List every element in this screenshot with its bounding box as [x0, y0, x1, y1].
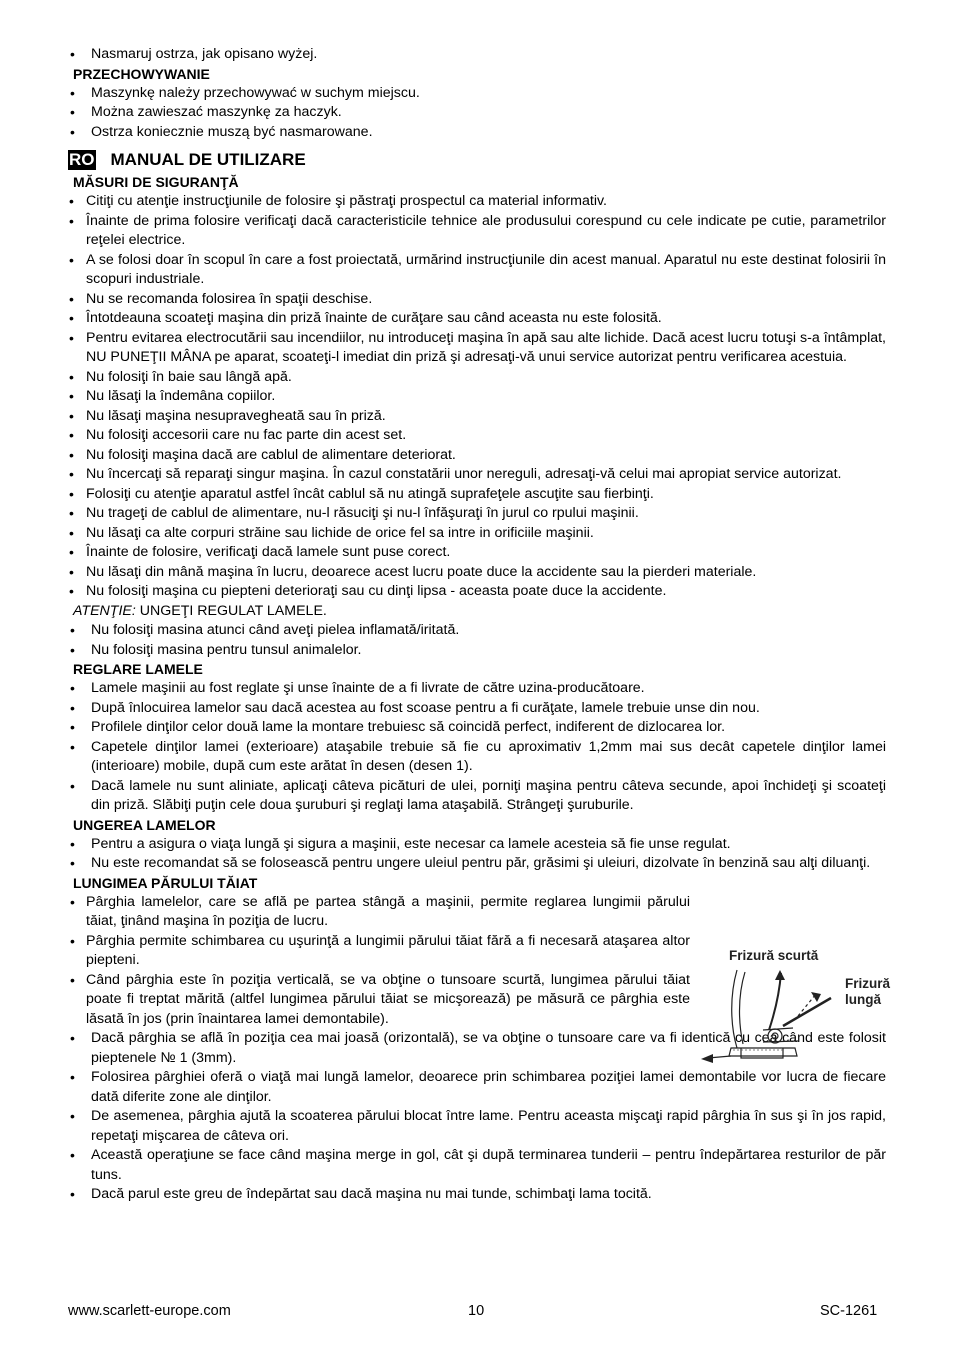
- footer-website: www.scarlett-europe.com: [68, 1303, 231, 1319]
- list-item: • Dacă pârghia se află în poziţia cea mai joasă (orizontală), se va obţine o tunsoare care va fi identică cu cea când este folosit pieptenele № 1 (3mm).: [68, 1029, 886, 1068]
- list-item: • Pentru a asigura o viaţa lungă şi sigura a maşinii, este necesar ca lamele acesteia să fie unse regulat.: [68, 835, 886, 855]
- list-item: • Înainte de prima folosire verificaţi dacă caracteristicile tehnice ale produsului corespund cu cele indicate pe cutie, parametrilor reţelei electrice.: [68, 212, 886, 251]
- list-item: • Nu lăsaţi la îndemâna copiilor.: [68, 387, 886, 407]
- list-item: • Lamele maşinii au fost reglate şi unse înainte de a fi livrate de către uzina-producătoare.: [68, 679, 886, 699]
- blades-heading: REGLARE LAMELE: [73, 661, 203, 677]
- blades-list: [68, 679, 886, 816]
- list-item: • Maszynkę należy przechowywać w suchym miejscu.: [68, 84, 886, 104]
- storage-heading: PRZECHOWYWANIE: [73, 65, 210, 82]
- list-item: • Când pârghia este în poziţia verticală, se va obţine o tunsoare scurtă, lungimea părului tăiat poate fi treptat mărită (altfel lungimea părului tăiat se micşorează) pe măsură ce pârghia este lăsată în jos (prin înaintarea lamei demontabile).: [68, 971, 690, 1030]
- list-item: • Folosirea pârghiei oferă o viaţă mai lungă lamelor, deoarece prin schimbarea poziţiei lamei demontabile vor lucra de fiecare dată diferite zone ale dinţilor.: [68, 1068, 886, 1107]
- list-item: • Capetele dinţilor lamei (exterioare) ataşabile trebuie să fie cu aproximativ 1,2mm mai sus decât capetele dinţilor lamei (interioare) mobile, după cum este arătat în desen (desen 1).: [68, 738, 886, 777]
- attention-note: [68, 602, 886, 622]
- list-item: • Această operaţiune se face când maşina merge in gol, cât şi după terminarea tunderii – pentru îndepărtarea resturilor de păr tuns.: [68, 1146, 886, 1185]
- length-list-wrapped: [68, 893, 690, 1030]
- list-item: • Dacă parul este greu de îndepărtat sau dacă maşina nu mai tunde, schimbaţi lama tocită.: [68, 1185, 886, 1205]
- clipper-lever-figure: [633, 898, 891, 1068]
- list-item: • Nu încercaţi să reparaţi singur maşina. În cazul constatării unor nereguli, adresaţi-vă celui mai apropiat service autorizat.: [68, 465, 886, 485]
- list-item: • Nu folosiţi maşina dacă are cablul de alimentare deteriorat.: [68, 446, 886, 466]
- figure-label-long-1: Frizură: [845, 976, 891, 991]
- figure-label-short: Frizură scurtă: [729, 948, 819, 963]
- language-badge: RO: [69, 150, 95, 169]
- list-item: • Nu folosiţi masina atunci când aveţi pielea inflamată/iritată.: [68, 621, 886, 641]
- list-item: • Można zawieszać maszynkę za haczyk.: [68, 103, 886, 123]
- attention-text: UNGEŢI REGULAT LAMELE.: [135, 602, 327, 619]
- oil-list: [68, 835, 886, 874]
- safety-list: [68, 192, 886, 602]
- list-item: • Înainte de folosire, verificaţi dacă lamele sunt puse corect.: [68, 543, 886, 563]
- attention-list: [68, 621, 886, 660]
- list-item: • Nu folosiţi maşina cu piepteni deterioraţi sau cu dinţi lipsa - aceasta poate duce la accidente.: [68, 582, 886, 602]
- list-item: • Nu folosiţi masina pentru tunsul animalelor.: [68, 641, 886, 661]
- list-item: • A se folosi doar în scopul în care a fost proiectată, urmărind instrucţiunile din acest manual. Aparatul nu este destinat folosirii în scopuri industriale.: [68, 251, 886, 290]
- section-title: MANUAL DE UTILIZARE: [110, 150, 306, 170]
- list-item: • Pârghia lamelelor, care se află pe partea stângă a maşinii, permite reglarea lungimii părului tăiat, ţinând maşina în poziţia de lucru.: [68, 893, 690, 932]
- list-item: • Citiţi cu atenţie instrucţiunile de folosire şi păstraţi prospectul ca material informativ.: [68, 192, 886, 212]
- list-item: • Nu trageţi de cablul de alimentare, nu-l răsuciţi şi nu-l înfăşuraţi în jurul co rpului maşinii.: [68, 504, 886, 524]
- list-item: • Nu se recomanda folosirea în spaţii deschise.: [68, 290, 886, 310]
- attention-label: ATENŢIE:: [73, 602, 136, 619]
- list-item: • Pârghia permite schimbarea cu uşurinţă a lungimii părului tăiat fără a fi necesară ataşarea altor piepteni.: [68, 932, 690, 971]
- list-item: • Ostrza koniecznie muszą być nasmarowane.: [68, 123, 886, 143]
- footer-model: SC-1261: [820, 1303, 878, 1319]
- clipper-drawing: [633, 898, 833, 1068]
- pl-list-top: [68, 45, 886, 65]
- list-item: • Nu lăsaţi din mână maşina în lucru, deoarece acest lucru poate duce la accidente sau la pierderi materiale.: [68, 563, 886, 583]
- length-heading: LUNGIMEA PĂRULUI TĂIAT: [73, 874, 258, 891]
- safety-heading: MĂSURI DE SIGURANŢĂ: [73, 174, 239, 190]
- figure-label-long-2: lungă: [845, 992, 881, 1007]
- list-item: • Profilele dinţilor celor două lame la montare trebuiesc să coincidă perfect, indiferent de dizlocarea lor.: [68, 718, 886, 738]
- list-item: • Nasmaruj ostrza, jak opisano wyżej.: [68, 45, 886, 65]
- storage-list: [68, 84, 886, 143]
- list-item: • Nu folosiţi accesorii care nu fac parte din acest set.: [68, 426, 886, 446]
- list-item: • Întotdeauna scoateţi maşina din priză înainte de curăţare sau când aceasta nu este folosită.: [68, 309, 886, 329]
- list-item: • Nu lăsaţi ca alte corpuri străine sau lichide de orice fel sa intre in orificiile maşinii.: [68, 524, 886, 544]
- list-item: • Pentru evitarea electrocutării sau incendiilor, nu introduceţi maşina în apă sau alte lichide. Dacă acest lucru totuşi s-a întâmplat, NU PUNEŢII MÂNA pe aparat, scoateţi-l imediat din priză şi adresaţi-vă unui service autorizat pentru verificarea acestuia.: [68, 329, 886, 368]
- list-item: • Folosiţi cu atenţie aparatul astfel încât cablul să nu atingă suprafeţele ascuţite sau fierbinţi.: [68, 485, 886, 505]
- list-item: • Nu lăsaţi maşina nesupravegheată sau în priză.: [68, 407, 886, 427]
- footer-page-number: 10: [468, 1303, 485, 1319]
- oil-heading: UNGEREA LAMELOR: [73, 816, 216, 833]
- list-item: • Dacă lamele nu sunt aliniate, aplicaţi câteva picături de ulei, porniţi maşina pentru câteva secunde, apoi închideţi şi scoateţi din priză. Slăbiţi puţin cele doua şuruburi şi reglaţi lama ataşabilă. Strângeţi şuruburile.: [68, 777, 886, 816]
- list-item: • După înlocuirea lamelor sau dacă acestea au fost scoase pentru a fi curăţate, lamele trebuie unse din nou.: [68, 699, 886, 719]
- list-item: • De asemenea, pârghia ajută la scoaterea părului blocat între lame. Pentru aceasta mişcaţi rapid pârghia în sus şi în jos rapid, repetaţi mişcarea de câteva ori.: [68, 1107, 886, 1146]
- section-header: [68, 147, 886, 173]
- list-item: • Nu este recomandat să se folosească pentru ungere uleiul pentru păr, grăsimi şi uleiuri, dizolvate în benzină sau alţi diluanţi.: [68, 854, 886, 874]
- list-item: • Nu folosiţi în baie sau lângă apă.: [68, 368, 886, 388]
